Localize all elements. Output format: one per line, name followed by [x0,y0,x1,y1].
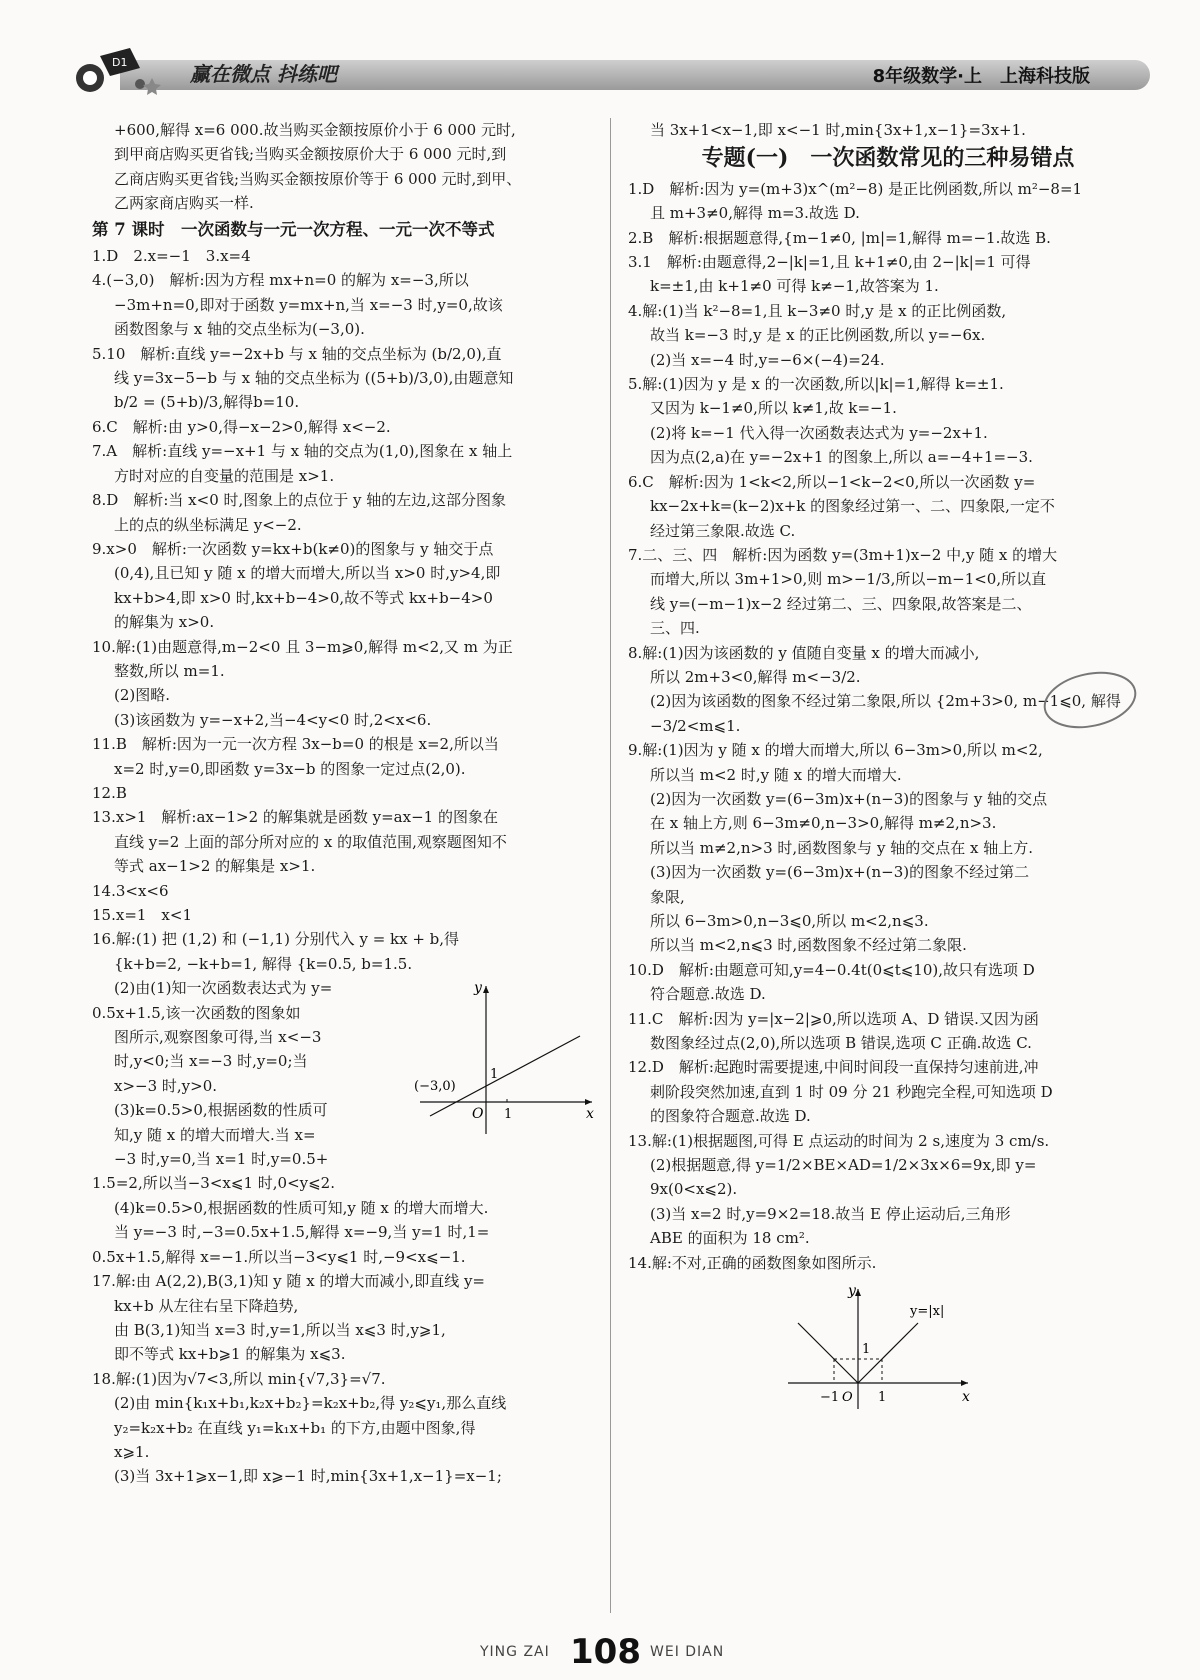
text-line: k=±1,由 k+1≠0 可得 k≠−1,故答案为 1. [650,277,939,296]
text-line: 图所示,观察图象可得,当 x<−3 [114,1028,322,1047]
point-label: (−3,0) [414,1079,456,1095]
text-line: 上的点的纵坐标满足 y<−2. [114,515,302,534]
text-line: (2)图略. [114,686,171,705]
text-line: ABE 的面积为 18 cm². [650,1229,810,1248]
y-axis-label: y [848,1283,856,1300]
text-line: 且 m+3≠0,解得 m=3.故选 D. [650,204,860,223]
origin-label: O [842,1390,853,1406]
text-line: (0,4),且已知 y 随 x 的增大而增大,所以当 x>0 时,y>4,即 [114,564,501,583]
header-book-info: 8年级数学·上 上海科技版 [872,66,1090,87]
y-tick-label: 1 [490,1067,499,1083]
text-line: 8.D 解析:当 x<0 时,图象上的点位于 y 轴的左边,这部分图象 [92,491,507,510]
text-line: 5.解:(1)因为 y 是 x 的一次函数,所以|k|=1,解得 k=±1. [628,375,1004,394]
text-line: kx+b>4,即 x>0 时,kx+b−4>0,故不等式 kx+b−4>0 [114,588,493,607]
text-line: 14.3<x<6 [92,881,169,900]
x-axis-label: x [586,1106,594,1123]
text-line: 16.解:(1) 把 (1,2) 和 (−1,1) 分别代入 y = kx + b,得 [92,930,460,949]
text-line: 等式 ax−1>2 的解集是 x>1. [114,857,316,876]
graph-problem-14 [778,1283,978,1413]
svg-text:D1: D1 [112,56,128,69]
x-tick-label: 1 [878,1390,887,1406]
text-line: 经过第三象限.故选 C. [650,521,796,540]
header-slogan: 赢在微点 抖练吧 [190,62,337,86]
x-axis-label: x [962,1389,970,1406]
text-line: 函数图象与 x 轴的交点坐标为(−3,0). [114,320,365,339]
text-line: 17.解:由 A(2,2),B(3,1)知 y 随 x 的增大而减小,即直线 y= [92,1272,486,1291]
function-label: y=|x| [910,1304,945,1320]
text-line: 8.解:(1)因为该函数的 y 值随自变量 x 的增大而减小, [628,643,980,662]
text-line: 直线 y=2 上面的部分所对应的 x 的取值范围,观察题图知不 [114,832,507,851]
text-line: (3)当 x=2 时,y=9×2=18.故当 E 停止运动后,三角形 [650,1204,1011,1223]
text-line: 13.解:(1)根据题图,可得 E 点运动的时间为 2 s,速度为 3 cm/s. [628,1131,1050,1150]
text-line: −3 时,y=0,当 x=1 时,y=0.5+ [114,1150,329,1169]
text-line: 即不等式 kx+b⩾1 的解集为 x⩽3. [114,1345,346,1364]
text-line: x>−3 时,y>0. [114,1076,218,1095]
text-line: 10.解:(1)由题意得,m−2<0 且 3−m⩾0,解得 m<2,又 m 为正 [92,637,513,656]
text-line: 又因为 k−1≠0,所以 k≠1,故 k=−1. [650,399,897,418]
text-line: (2)当 x=−4 时,y=−6×(−4)=24. [650,350,885,369]
text-line: 13.x>1 解析:ax−1>2 的解集就是函数 y=ax−1 的图象在 [92,808,498,827]
text-line: 12.D 解析:起跑时需要提速,中间时间段一直保持匀速前进,冲 [628,1058,1039,1077]
text-line: (3)当 3x+1⩾x−1,即 x⩾−1 时,min{3x+1,x−1}=x−1; [114,1467,502,1486]
text-line: 12.B [92,783,127,802]
y-axis-label: y [474,980,482,997]
text-line: 1.5=2,所以当−3<x⩽1 时,0<y⩽2. [92,1174,335,1193]
text-line: b/2 = (5+b)/3,解得b=10. [114,393,300,412]
text-line: −3m+n=0,即对于函数 y=mx+n,当 x=−3 时,y=0,故该 [114,295,503,314]
text-line: (3)因为一次函数 y=(6−3m)x+(n−3)的图象不经过第二 [650,863,1030,882]
stamp-icon [1040,668,1140,732]
graph-problem-16 [410,978,600,1138]
text-line: 11.C 解析:因为 y=|x−2|⩾0,所以选项 A、D 错误.又因为函 [628,1009,1039,1028]
page-header [60,38,1150,100]
footer-left: YING ZAI [480,1644,550,1660]
text-line: 乙两家商店购买一样. [114,194,254,213]
neg-tick-label: −1 [820,1390,840,1406]
text-line: x⩾1. [114,1442,150,1461]
topic-title: 专题(一) 一次函数常见的三种易错点 [701,145,1075,172]
text-line: 6.C 解析:由 y>0,得−x−2>0,解得 x<−2. [92,417,391,436]
text-line: kx−2x+k=(k−2)x+k 的图象经过第一、二、四象限,一定不 [650,497,1055,516]
text-line: 而增大,所以 3m+1>0,则 m>−1/3,所以−m−1<0,所以直 [650,570,1047,589]
text-line: 15.x=1 x<1 [92,906,192,924]
text-line: 刺阶段突然加速,直到 1 时 09 分 21 秒跑完全程,可知选项 D [650,1082,1053,1101]
y-tick-label: 1 [862,1342,871,1358]
text-line: y₂=k₂x+b₂ 在直线 y₁=k₁x+b₁ 的下方,由题中图象,得 [114,1418,476,1437]
text-line: 1.D 解析:因为 y=(m+3)x^(m²−8) 是正比例函数,所以 m²−8=1 [628,179,1083,198]
section-title: 第 7 课时 一次函数与一元一次方程、一元一次不等式 [92,219,495,239]
text-line: 象限, [650,887,685,906]
text-line: 当 y=−3 时,−3=0.5x+1.5,解得 x=−9,当 y=1 时,1= [114,1223,490,1242]
text-line: 到甲商店购买更省钱;当购买金额按原价大于 6 000 元时,到 [114,145,507,164]
text-line: 故当 k=−3 时,y 是 x 的正比例函数,所以 y=−6x. [650,326,986,345]
text-line: 所以当 m<2 时,y 随 x 的增大而增大. [650,765,902,784]
text-line: {k+b=2, −k+b=1, 解得 {k=0.5, b=1.5. [114,954,413,973]
text-line: 10.D 解析:由题意可知,y=4−0.4t(0⩽t⩽10),故只有选项 D [628,960,1035,979]
text-line: −3/2<m⩽1. [650,716,741,735]
text-line: 知,y 随 x 的增大而增大.当 x= [114,1125,316,1144]
text-line: (2)因为一次函数 y=(6−3m)x+(n−3)的图象与 y 轴的交点 [650,789,1048,808]
text-line: 7.二、三、四 解析:因为函数 y=(3m+1)x−2 中,y 随 x 的增大 [628,545,1058,564]
column-divider [610,118,611,1613]
text-line: (2)根据题意,得 y=1/2×BE×AD=1/2×3x×6=9x,即 y= [650,1156,1037,1175]
text-line: (2)由 min{k₁x+b₁,k₂x+b₂}=k₂x+b₂,得 y₂⩽y₁,那么直线 [114,1394,507,1413]
text-line: 线 y=(−m−1)x−2 经过第二、三、四象限,故答案是二、 [650,594,1032,613]
text-line: 18.解:(1)因为√7<3,所以 min{√7,3}=√7. [92,1369,386,1388]
text-line: 1.D 2.x=−1 3.x=4 [92,247,251,266]
origin-label: O [472,1106,484,1123]
text-line: 2.B 解析:根据题意得,{m−1≠0, |m|=1,解得 m=−1.故选 B. [628,228,1051,247]
text-line: 因为点(2,a)在 y=−2x+1 的图象上,所以 a=−4+1=−3. [650,448,1033,467]
text-line: 4.解:(1)当 k²−8=1,且 k−3≠0 时,y 是 x 的正比例函数, [628,301,1007,320]
text-line: 9.x>0 解析:一次函数 y=kx+b(k≠0)的图象与 y 轴交于点 [92,539,494,558]
text-line: 所以 6−3m>0,n−3⩽0,所以 m<2,n⩽3. [650,912,929,930]
text-line: 由 B(3,1)知当 x=3 时,y=1,所以当 x⩽3 时,y⩾1, [114,1320,446,1339]
footer-right: WEI DIAN [650,1644,725,1660]
text-line: 5.10 解析:直线 y=−2x+b 与 x 轴的交点坐标为 (b/2,0),直 [92,344,502,363]
text-line: (2)由(1)知一次函数表达式为 y= [114,979,333,998]
text-line: 所以当 m≠2,n>3 时,函数图象与 y 轴的交点在 x 轴上方. [650,838,1033,857]
text-line: 方时对应的自变量的范围是 x>1. [114,466,335,485]
text-line: 线 y=3x−5−b 与 x 轴的交点坐标为 ((5+b)/3,0),由题意知 [114,369,514,388]
text-line: 当 3x+1<x−1,即 x<−1 时,min{3x+1,x−1}=3x+1. [650,121,1026,139]
text-line: (3)k=0.5>0,根据函数的性质可 [114,1101,328,1120]
x-tick-label: 1 [504,1107,513,1123]
text-line: 14.解:不对,正确的函数图象如图所示. [628,1253,877,1272]
text-line: 整数,所以 m=1. [114,661,225,680]
text-line: 所以当 m<2,n⩽3 时,函数图象不经过第二象限. [650,936,967,955]
right-column [628,118,1148,1429]
text-line: 在 x 轴上方,则 6−3m≠0,n−3>0,解得 m≠2,n>3. [650,814,997,833]
text-line: 的图象符合题意.故选 D. [650,1107,811,1126]
text-line: 三、四. [650,619,700,638]
text-line: 3.1 解析:由题意得,2−|k|=1,且 k+1≠0,由 2−|k|=1 可得 [628,253,1031,272]
left-column [92,118,602,1489]
text-line: 的解集为 x>0. [114,613,215,632]
page-number: 108 [570,1632,641,1672]
text-line: 所以 2m+3<0,解得 m<−3/2. [650,667,861,686]
text-line: 9.解:(1)因为 y 随 x 的增大而增大,所以 6−3m>0,所以 m<2, [628,741,1043,760]
logo-icon [60,38,178,100]
text-line: 乙商店购买更省钱;当购买金额按原价等于 6 000 元时,到甲、 [114,169,522,188]
text-line: 11.B 解析:因为一元一次方程 3x−b=0 的根是 x=2,所以当 [92,735,499,754]
text-line: 9x(0<x⩽2). [650,1180,738,1199]
text-line: (2)因为该函数的图象不经过第二象限,所以 {2m+3>0, m−1⩽0, 解得 [650,692,1121,711]
text-line: 数图象经过点(2,0),所以选项 B 错误,选项 C 正确.故选 C. [650,1034,1032,1053]
text-line: +600,解得 x=6 000.故当购买金额按原价小于 6 000 元时, [114,121,516,139]
text-line: 0.5x+1.5,解得 x=−1.所以当−3<y⩽1 时,−9<x⩽−1. [92,1247,466,1266]
text-line: (2)将 k=−1 代入得一次函数表达式为 y=−2x+1. [650,423,988,442]
text-line: 0.5x+1.5,该一次函数的图象如 [92,1003,301,1022]
text-line: (3)该函数为 y=−x+2,当−4<y<0 时,2<x<6. [114,710,432,729]
text-line: 符合题意.故选 D. [650,985,766,1004]
text-line: 时,y<0;当 x=−3 时,y=0;当 [114,1052,308,1071]
text-line: 7.A 解析:直线 y=−x+1 与 x 轴的交点为(1,0),图象在 x 轴上 [92,442,513,461]
text-line: 4.(−3,0) 解析:因为方程 mx+n=0 的解为 x=−3,所以 [92,271,469,290]
text-line: 6.C 解析:因为 1<k<2,所以−1<k−2<0,所以一次函数 y= [628,472,1036,491]
text-line: x=2 时,y=0,即函数 y=3x−b 的图象一定过点(2,0). [114,759,466,778]
text-line: kx+b 从左往右呈下降趋势, [114,1296,299,1315]
text-line: (4)k=0.5>0,根据函数的性质可知,y 随 x 的增大而增大. [114,1198,489,1217]
